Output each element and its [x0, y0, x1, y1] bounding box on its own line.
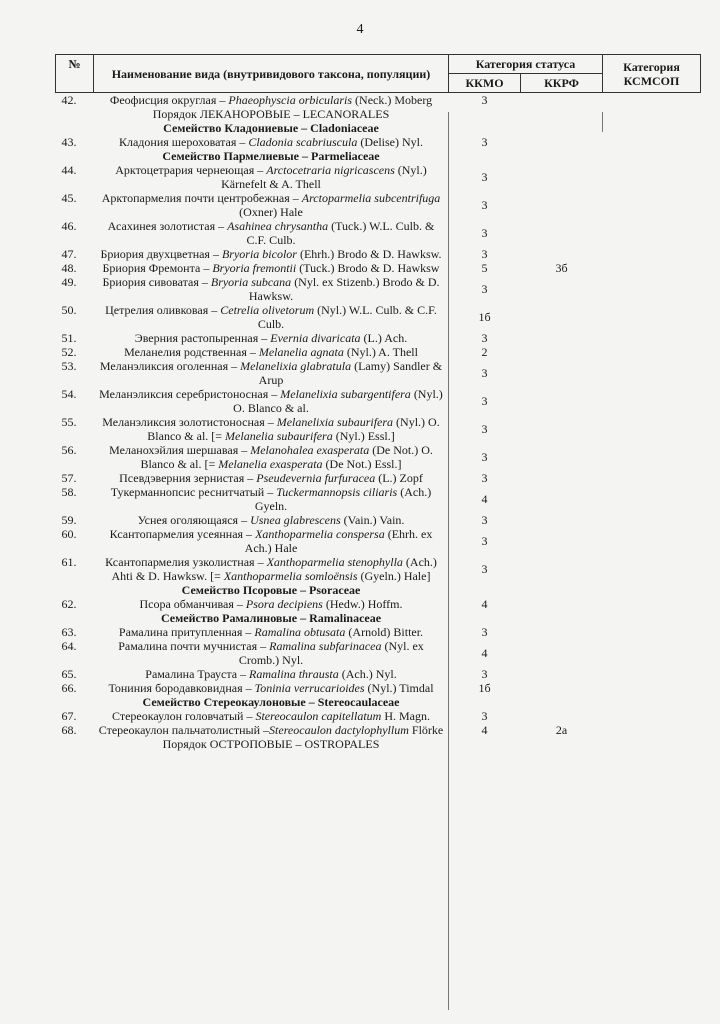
author: (L.) Zopf	[375, 471, 423, 485]
kkmo-category: 3	[481, 198, 488, 212]
latin-name: Stereocaulon dactylophyllum	[269, 723, 409, 737]
row-number: 48.	[61, 261, 77, 275]
species-name	[94, 681, 449, 695]
latin-name: Ramalina subfarinacea	[269, 639, 382, 653]
header-species-name: Наименование вида (внутривидового таксона, популяции)	[94, 55, 449, 93]
latin-name: Ramalina thrausta	[249, 667, 339, 681]
species-name	[94, 93, 449, 108]
row-number: 61.	[61, 555, 77, 569]
russian-name: Меланохэйлия шершавая –	[109, 443, 251, 457]
author: (Nyl. ex Stizenb.) Brodo & D. Hawksw.	[248, 275, 440, 303]
kkrf-category	[521, 191, 603, 219]
row-number: 64.	[61, 639, 77, 653]
latin-name: Stereocaulon capitellatum	[255, 709, 382, 723]
row-number: 66.	[61, 681, 77, 695]
family-row	[56, 583, 701, 597]
row-number: 42.	[61, 93, 77, 107]
ksmsop-category	[603, 513, 701, 527]
russian-name: Феофисция округлая –	[109, 93, 229, 107]
latin-name: Xanthoparmelia stenophylla	[266, 555, 403, 569]
kkmo-category: 4	[481, 492, 488, 506]
russian-name: Уснея оголяющаяся –	[137, 513, 251, 527]
table-row	[56, 625, 701, 639]
russian-name: Ксантопармелия узколистная –	[105, 555, 267, 569]
row-number: 46.	[61, 219, 77, 233]
header-kkmo: ККМО	[449, 74, 521, 93]
species-name	[94, 597, 449, 611]
latin-name: Pseudevernia furfuracea	[256, 471, 376, 485]
species-name	[94, 275, 449, 303]
ksmsop-category	[603, 219, 701, 247]
latin-name: Melanelia exasperata	[218, 457, 323, 471]
latin-name: Asahinea chrysantha	[227, 219, 329, 233]
kkmo-category: 3	[481, 394, 488, 408]
kkrf-category	[521, 709, 603, 723]
species-name	[94, 387, 449, 415]
page-number: 4	[356, 22, 364, 37]
author: (Lamy) Sandler & Arup	[258, 359, 443, 387]
ksmsop-category	[603, 639, 701, 667]
row-number: 63.	[61, 625, 77, 639]
russian-name: Ксантопармелия усеянная –	[109, 527, 256, 541]
species-name	[94, 261, 449, 275]
kkmo-category: 3	[481, 534, 488, 548]
table-row	[56, 93, 701, 108]
russian-name: Эверния растопыренная –	[134, 331, 271, 345]
table-row	[56, 191, 701, 219]
family-heading: Семейство Псоровые – Psoraceae	[181, 583, 361, 597]
ksmsop-category	[603, 527, 701, 555]
species-name	[94, 667, 449, 681]
ksmsop-category	[603, 625, 701, 639]
table-row	[56, 219, 701, 247]
row-number: 67.	[61, 709, 77, 723]
kkmo-category: 4	[481, 723, 488, 737]
species-name	[94, 485, 449, 513]
latin-name: Melanelixia subaurifera	[276, 415, 394, 429]
kkrf-category	[521, 345, 603, 359]
author: (Hedw.) Hoffm.	[322, 597, 403, 611]
table-row	[56, 485, 701, 513]
table-row	[56, 597, 701, 611]
species-name	[94, 709, 449, 723]
author: (Oxner) Hale	[239, 205, 303, 219]
kkmo-category: 4	[481, 597, 488, 611]
kkrf-category	[521, 513, 603, 527]
species-name	[94, 219, 449, 247]
table-row	[56, 681, 701, 695]
author: (Arnold) Bitter.	[345, 625, 424, 639]
species-name	[94, 723, 449, 737]
red-list-table	[55, 54, 701, 751]
kkmo-category: 3	[481, 471, 488, 485]
latin-name: Usnea glabrescens	[250, 513, 341, 527]
kkmo-category: 3	[481, 170, 488, 184]
row-number: 55.	[61, 415, 77, 429]
species-name	[94, 359, 449, 387]
ksmsop-category	[603, 359, 701, 387]
author: (Gyeln.) Hale]	[357, 569, 431, 583]
kkmo-category: 3	[481, 366, 488, 380]
latin-name: Melanelixia glabratula	[240, 359, 352, 373]
ksmsop-category	[603, 387, 701, 415]
kkrf-category	[521, 135, 603, 149]
species-name	[94, 331, 449, 345]
species-name	[94, 513, 449, 527]
row-number: 65.	[61, 667, 77, 681]
species-name	[94, 555, 449, 583]
table-row	[56, 303, 701, 331]
russian-name: Тониния бородавковидная –	[108, 681, 255, 695]
author: (Ehrh.) Brodo & D. Hawksw.	[296, 247, 442, 261]
russian-name: Арктопармелия почти центробежная –	[101, 191, 302, 205]
kkrf-category	[521, 667, 603, 681]
ksmsop-category	[603, 443, 701, 471]
kkrf-category	[521, 471, 603, 485]
ksmsop-category	[603, 331, 701, 345]
ksmsop-category	[603, 667, 701, 681]
kkrf-category	[521, 639, 603, 667]
author: (Nyl.) O. Blanco & al.	[233, 387, 443, 415]
table-row	[56, 443, 701, 471]
kkmo-category: 1б	[478, 681, 491, 695]
kkmo-category: 3	[481, 331, 488, 345]
order-row	[56, 107, 701, 121]
table-row	[56, 667, 701, 681]
ksmsop-category	[603, 415, 701, 443]
kkmo-category: 3	[481, 667, 488, 681]
latin-name: Melanelia agnata	[258, 345, 344, 359]
author: (Nyl.) A. Thell	[343, 345, 418, 359]
kkmo-category: 4	[481, 646, 488, 660]
latin-name: Phaeophyscia orbicularis	[228, 93, 353, 107]
species-name	[94, 135, 449, 149]
russian-name: Псора обманчивая –	[139, 597, 246, 611]
table-row	[56, 163, 701, 191]
author: (Neck.) Moberg	[352, 93, 433, 107]
row-number: 44.	[61, 163, 77, 177]
kkmo-category: 2	[481, 345, 488, 359]
column-line	[448, 112, 449, 1010]
ksmsop-category	[603, 261, 701, 275]
row-number: 62.	[61, 597, 77, 611]
author: (Nyl.) O. Blanco & al. [=	[147, 415, 440, 443]
russian-name: Стереокаулон пальчатолистный –	[98, 723, 270, 737]
row-number: 57.	[61, 471, 77, 485]
row-number: 50.	[61, 303, 77, 317]
kkmo-category: 3	[481, 93, 488, 107]
species-name	[94, 191, 449, 219]
author: (Ach.) Ahti & D. Hawksw. [=	[111, 555, 437, 583]
kkrf-category: 3б	[555, 261, 568, 275]
author: (Tuck.) W.L. Culb. & C.F. Culb.	[246, 219, 435, 247]
ksmsop-category	[603, 471, 701, 485]
row-number: 60.	[61, 527, 77, 541]
latin-name: Bryoria bicolor	[221, 247, 297, 261]
author: (De Not.) Essl.]	[322, 457, 402, 471]
family-heading: Семейство Кладониевые – Cladoniaceae	[163, 121, 379, 135]
kkrf-category	[521, 303, 603, 331]
table-row	[56, 527, 701, 555]
kkrf-category	[521, 219, 603, 247]
kkmo-category: 3	[481, 247, 488, 261]
kkrf-category	[521, 485, 603, 513]
latin-name: Toninia verrucarioides	[254, 681, 365, 695]
family-heading: Семейство Пармелиевые – Parmeliaceae	[162, 149, 380, 163]
row-number: 47.	[61, 247, 77, 261]
kkmo-category: 1б	[478, 310, 491, 324]
russian-name: Меланэликсия оголенная –	[99, 359, 241, 373]
kkmo-category: 3	[481, 709, 488, 723]
kkrf-category	[521, 625, 603, 639]
kkrf-category	[521, 597, 603, 611]
ksmsop-category	[603, 93, 701, 108]
author: H. Magn.	[381, 709, 430, 723]
ksmsop-category	[603, 723, 701, 737]
russian-name: Меланэликсия золотистоносная –	[102, 415, 277, 429]
ksmsop-category	[603, 163, 701, 191]
species-name	[94, 163, 449, 191]
order-heading: Порядок ЛЕКАНОРОВЫЕ – LECANORALES	[152, 107, 390, 121]
latin-name: Arctoparmelia subcentrifuga	[301, 191, 441, 205]
row-number: 54.	[61, 387, 77, 401]
kkmo-category: 3	[481, 422, 488, 436]
kkrf-category	[521, 93, 603, 108]
author: (Vain.) Vain.	[340, 513, 405, 527]
table-row	[56, 513, 701, 527]
kkrf-category: 2а	[555, 723, 568, 737]
latin-name: Evernia divaricata	[270, 331, 361, 345]
russian-name: Кладония шероховатая –	[118, 135, 249, 149]
ksmsop-category	[603, 303, 701, 331]
ksmsop-category	[603, 247, 701, 261]
latin-name: Xanthoparmelia somloënsis	[223, 569, 358, 583]
kkmo-category: 3	[481, 513, 488, 527]
table-row	[56, 345, 701, 359]
kkrf-category	[521, 275, 603, 303]
table-row	[56, 261, 701, 275]
family-row	[56, 611, 701, 625]
table-row	[56, 723, 701, 737]
author: (L.) Ach.	[360, 331, 408, 345]
russian-name: Бриория сивоватая –	[102, 275, 211, 289]
family-row	[56, 695, 701, 709]
russian-name: Тукерманнопсис реснитчатый –	[110, 485, 277, 499]
russian-name: Стереокаулон головчатый –	[112, 709, 256, 723]
ksmsop-category	[603, 681, 701, 695]
family-heading: Семейство Рамалиновые – Ramalinaceae	[160, 611, 382, 625]
kkmo-category: 3	[481, 625, 488, 639]
species-name	[94, 625, 449, 639]
kkmo-category: 3	[481, 282, 488, 296]
kkmo-category: 3	[481, 135, 488, 149]
author: (Ehrh. ex Ach.) Hale	[244, 527, 433, 555]
author: (Delise) Nyl.	[357, 135, 424, 149]
row-number: 56.	[61, 443, 77, 457]
row-number: 43.	[61, 135, 77, 149]
table-row	[56, 135, 701, 149]
latin-name: Psora decipiens	[245, 597, 323, 611]
row-number: 53.	[61, 359, 77, 373]
table-row	[56, 639, 701, 667]
table-row	[56, 555, 701, 583]
latin-name: Bryoria fremontii	[212, 261, 297, 275]
russian-name: Асахинея золотистая –	[107, 219, 228, 233]
family-row	[56, 149, 701, 163]
species-name	[94, 443, 449, 471]
row-number: 51.	[61, 331, 77, 345]
russian-name: Псевдэверния зернистая –	[119, 471, 257, 485]
table-row	[56, 709, 701, 723]
russian-name: Меланелия родственная –	[124, 345, 259, 359]
table-body	[56, 93, 701, 752]
ksmsop-category	[603, 345, 701, 359]
kkrf-category	[521, 555, 603, 583]
header-status-category: Категория статуса	[449, 55, 603, 74]
table-row	[56, 387, 701, 415]
header-ksmsop: Категория КСМСОП	[603, 55, 701, 93]
table-row	[56, 415, 701, 443]
kkmo-category: 3	[481, 450, 488, 464]
kkrf-category	[521, 415, 603, 443]
family-row	[56, 121, 701, 135]
row-number: 45.	[61, 191, 77, 205]
kkmo-category: 5	[481, 261, 488, 275]
header-kkrf: ККРФ	[521, 74, 603, 93]
order-row	[56, 737, 701, 751]
russian-name: Цетрелия оливковая –	[105, 303, 221, 317]
order-heading: Порядок ОСТРОПОВЫЕ – OSTROPALES	[162, 737, 380, 751]
author: (Nyl.) Kärnefelt & A. Thell	[221, 163, 427, 191]
row-number: 68.	[61, 723, 77, 737]
russian-name: Рамалина притупленная –	[118, 625, 255, 639]
russian-name: Арктоцетрария чернеющая –	[115, 163, 267, 177]
kkmo-category: 3	[481, 562, 488, 576]
table-row	[56, 471, 701, 485]
latin-name: Melanohalea exasperata	[250, 443, 370, 457]
kkrf-category	[521, 359, 603, 387]
latin-name: Melanelia subaurifera	[225, 429, 333, 443]
ksmsop-category	[603, 597, 701, 611]
latin-name: Cladonia scabriuscula	[248, 135, 358, 149]
ksmsop-category	[603, 135, 701, 149]
author: (Nyl.) Essl.]	[332, 429, 395, 443]
ksmsop-category	[603, 485, 701, 513]
latin-name: Arctocetraria nigricascens	[266, 163, 395, 177]
russian-name: Бриория двухцветная –	[100, 247, 222, 261]
table-row	[56, 247, 701, 261]
row-number: 52.	[61, 345, 77, 359]
table-row	[56, 331, 701, 345]
russian-name: Рамалина Трауста –	[145, 667, 250, 681]
latin-name: Melanelixia subargentifera	[280, 387, 411, 401]
species-name	[94, 527, 449, 555]
header-num: №	[56, 55, 94, 93]
species-name	[94, 415, 449, 443]
kkrf-category	[521, 681, 603, 695]
family-heading: Семейство Стереокаулоновые – Stereocaulaceae	[142, 695, 400, 709]
kkrf-category	[521, 387, 603, 415]
ksmsop-category	[603, 191, 701, 219]
row-number: 49.	[61, 275, 77, 289]
latin-name: Ramalina obtusata	[254, 625, 346, 639]
latin-name: Tuckermannopsis ciliaris	[276, 485, 398, 499]
kkrf-category	[521, 527, 603, 555]
latin-name: Bryoria subcana	[210, 275, 292, 289]
column-line	[602, 112, 603, 132]
row-number: 59.	[61, 513, 77, 527]
author: (Tuck.) Brodo & D. Hawksw	[296, 261, 440, 275]
author: (Nyl. ex Cromb.) Nyl.	[238, 639, 424, 667]
author: (De Not.) O. Blanco & al. [=	[140, 443, 433, 471]
ksmsop-category	[603, 275, 701, 303]
ksmsop-category	[603, 709, 701, 723]
russian-name: Рамалина почти мучнистая –	[118, 639, 270, 653]
author: (Ach.) Gyeln.	[254, 485, 432, 513]
species-name	[94, 247, 449, 261]
kkrf-category	[521, 247, 603, 261]
kkrf-category	[521, 443, 603, 471]
row-number: 58.	[61, 485, 77, 499]
table-row	[56, 359, 701, 387]
species-name	[94, 639, 449, 667]
author: (Ach.) Nyl.	[338, 667, 397, 681]
kkmo-category: 3	[481, 226, 488, 240]
species-name	[94, 303, 449, 331]
russian-name: Бриория Фремонта –	[102, 261, 213, 275]
latin-name: Xanthoparmelia conspersa	[255, 527, 385, 541]
table-row	[56, 275, 701, 303]
author: (Nyl.) W.L. Culb. & C.F. Culb.	[257, 303, 437, 331]
ksmsop-category	[603, 555, 701, 583]
author: (Nyl.) Timdal	[364, 681, 434, 695]
kkrf-category	[521, 331, 603, 345]
kkrf-category	[521, 163, 603, 191]
author: Flörke	[408, 723, 444, 737]
russian-name: Меланэликсия серебристоносная –	[99, 387, 281, 401]
species-name	[94, 471, 449, 485]
latin-name: Cetrelia olivetorum	[220, 303, 315, 317]
species-name	[94, 345, 449, 359]
